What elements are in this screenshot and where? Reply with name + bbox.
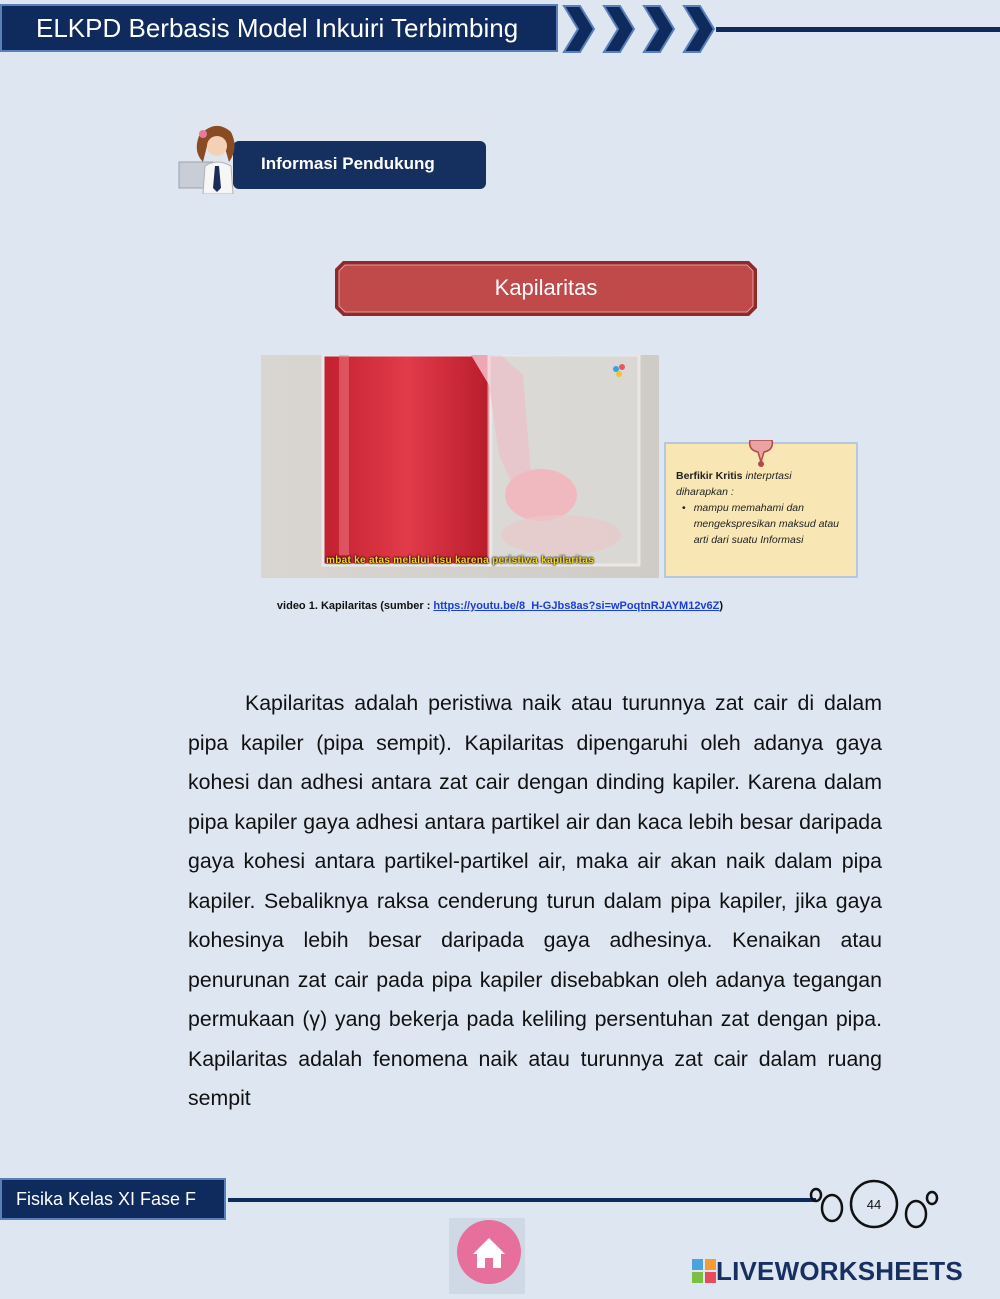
video-subtitle: mbat ke atas melalui tisu karena peristiwa kapilaritas (326, 555, 594, 566)
body-paragraph: Kapilaritas adalah peristiwa naik atau turunnya zat cair di dalam pipa kapiler (pipa sempit). Kapilaritas dipengaruhi oleh adanya gaya kohesi dan adhesi antara zat cair dengan dinding kapiler. Karena dalam pipa kapiler gaya adhesi antara partikel air dan kaca lebih besar daripada gaya kohesi antara partikel-partikel air, maka air akan naik dalam pipa kapiler. Sebaliknya raksa cenderung turun dalam pipa kapiler, jika gaya kohesinya lebih besar daripada gaya adhesinya. Kenaikan atau penurunan zat cair pada pipa kapiler disebabkan oleh adanya tegangan permukaan (γ) yang bekerja pada keliling persentuhan zat dengan pipa. Kapilaritas adalah fenomena naik atau turunnya zat cair dalam ruang sempit (188, 691, 882, 1110)
note-bullet: mampu memahami dan mengekspresikan maksud atau arti dari suatu Informasi (693, 502, 840, 546)
note-title: Berfikir Kritis (676, 470, 743, 482)
bullet-icon: • (682, 502, 686, 514)
video-player[interactable] (261, 355, 659, 578)
note-content (676, 468, 848, 548)
footer-rule (228, 1198, 816, 1202)
home-button[interactable] (449, 1218, 525, 1294)
liveworksheets-grid-icon (692, 1259, 716, 1283)
capillarity-glasses-image (261, 355, 659, 578)
video-source-link[interactable]: https://youtu.be/8_H-GJbs8as?si=wPoqtnRJAYM12v6Z (433, 600, 720, 612)
liveworksheets-wordmark: LIVEWORKSHEETS (716, 1255, 963, 1286)
note-line2: diharapkan : (676, 486, 734, 498)
header-chevron-decoration (560, 2, 1000, 56)
topic-banner-label: Kapilaritas (494, 275, 598, 300)
page-number-decoration (808, 1178, 948, 1234)
caption-prefix: video 1. Kapilaritas (sumber : (276, 600, 434, 612)
caption-suffix: ) (719, 600, 724, 612)
section-badge (177, 118, 486, 194)
section-badge-label: Informasi Pendukung (261, 154, 435, 173)
video-caption (0, 600, 1000, 612)
note-title-rest: interprtasi (745, 470, 792, 482)
document-header-title: ELKPD Berbasis Model Inkuiri Terbimbing (0, 4, 558, 52)
home-icon (449, 1218, 525, 1294)
teacher-avatar-icon (177, 118, 247, 194)
pin-icon (746, 440, 776, 468)
topic-banner (333, 259, 759, 318)
page-number: 44 (866, 1197, 882, 1212)
critical-thinking-note (664, 440, 858, 578)
footer-label: Fisika Kelas XI Fase F (0, 1178, 226, 1220)
liveworksheets-logo (692, 1254, 963, 1288)
